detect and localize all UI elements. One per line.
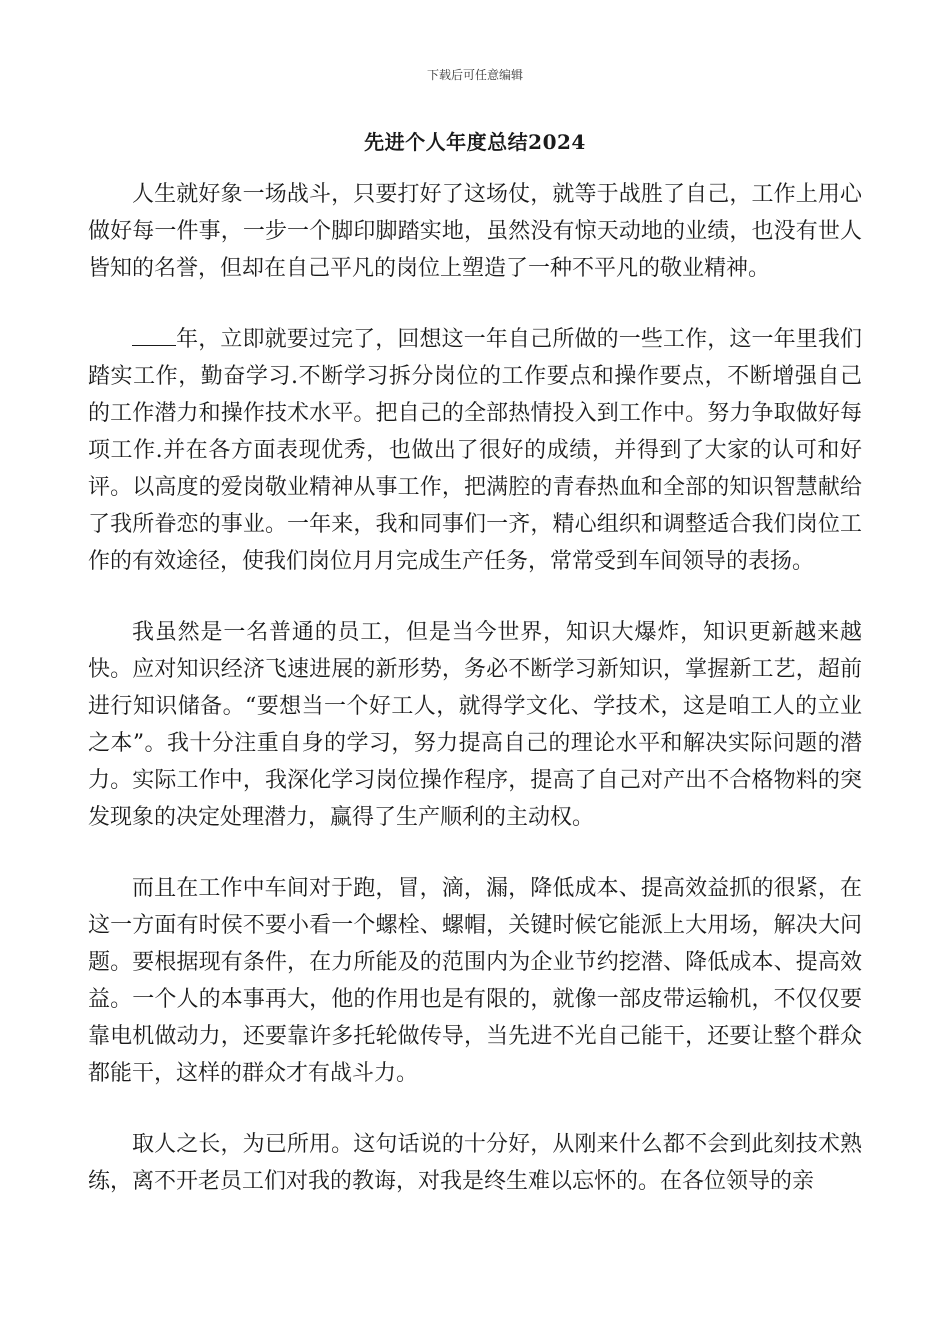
paragraph-5: 取人之长，为已所用。这句话说的十分好，从刚来什么都不会到此刻技术熟练，离不开老员工们对我的教诲，对我是终生难以忘怀的。在各位领导的亲 xyxy=(88,1132,862,1194)
document-title: 先进个人年度总结2024 xyxy=(364,130,586,154)
year-blank xyxy=(132,325,176,346)
paragraph-3: 我虽然是一名普通的员工，但是当今世界，知识大爆炸，知识更新越来越快。应对知识经济飞速进展的新形势，务必不断学习新知识，掌握新工艺，超前进行知识储备。“要想当一个好工人，就得学文化、学技术，这是咱工人的立业之本”。我十分注重自身的学习，努力提高自己的理论水平和解决实际问题的潜力。实际工作中，我深化学习岗位操作程序，提高了自己对产出不合格物料的突发现象的决定处理潜力，赢得了生产顺利的主动权。 xyxy=(88,620,862,830)
page-header-note: 下载后可任意编辑 xyxy=(426,68,523,82)
document-body xyxy=(88,176,862,1224)
paragraph-2 xyxy=(88,321,862,580)
paragraph-4: 而且在工作中车间对于跑，冒，滴，漏，降低成本、提高效益抓的很紧，在这一方面有时侯不要小看一个螺栓、螺帽，关键时候它能派上大用场，解决大问题。要根据现有条件，在力所能及的范围内为企业节约挖潜、降低成本、提高效益。一个人的本事再大，他的作用也是有限的，就像一部皮带运输机，不仅仅要靠电机做动力，还要靠许多托轮做传导，当先进不光自己能干，还要让整个群众都能干，这样的群众才有战斗力。 xyxy=(88,876,862,1086)
paragraph-1: 人生就好象一场战斗，只要打好了这场仗，就等于战胜了自己，工作上用心做好每一件事，一步一个脚印脚踏实地，虽然没有惊天动地的业绩，也没有世人皆知的名誉，但却在自己平凡的岗位上塑造了一种不平凡的敬业精神。 xyxy=(88,182,862,281)
paragraph-2-text: 年，立即就要过完了，回想这一年自己所做的一些工作，这一年里我们踏实工作，勤奋学习.不断学习拆分岗位的工作要点和操作要点，不断增强自己的工作潜力和操作技术水平。把自己的全部热情投入到工作中。努力争取做好每项工作.并在各方面表现优秀，也做出了很好的成绩，并得到了大家的认可和好评。以高度的爱岗敬业精神从事工作，把满腔的青春热血和全部的知识智慧献给了我所眷恋的事业。一年来，我和同事们一齐，精心组织和调整适合我们岗位工作的有效途径，使我们岗位月月完成生产任务，常常受到车间领导的表扬。 xyxy=(88,327,862,574)
